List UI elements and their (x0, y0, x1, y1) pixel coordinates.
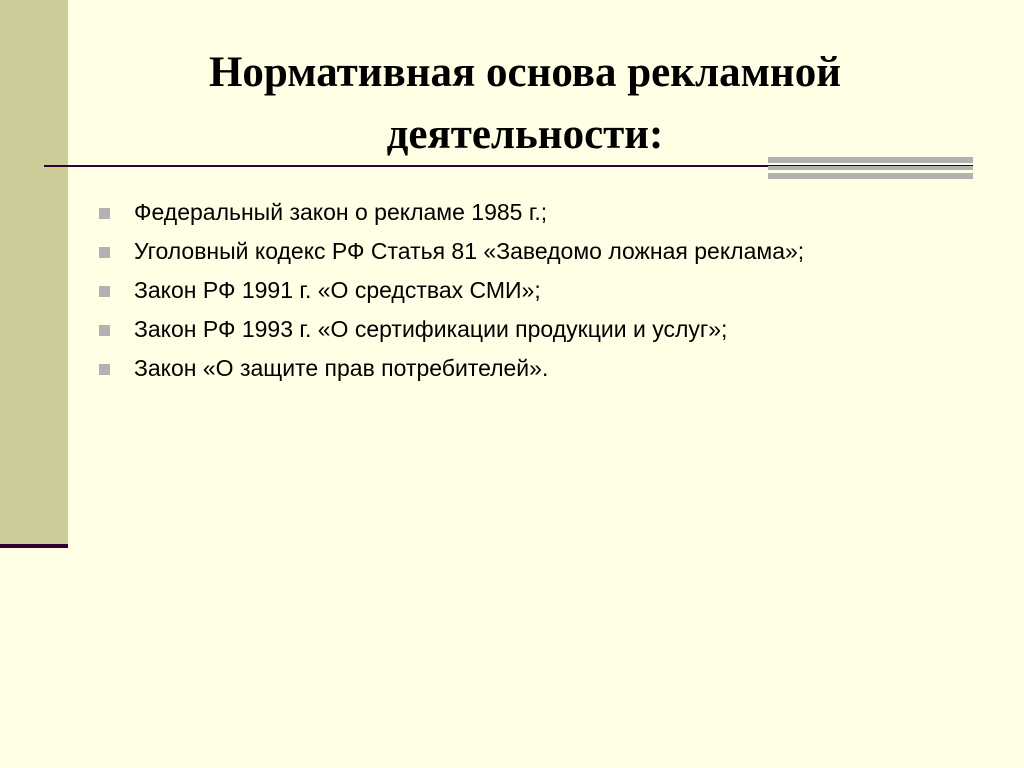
square-bullet-icon (99, 247, 110, 258)
square-bullet-icon (99, 286, 110, 297)
bullet-item (96, 274, 956, 307)
side-band (0, 0, 68, 545)
accent-stripe (768, 157, 973, 163)
square-bullet-icon (99, 364, 110, 375)
slide-title: Нормативная основа рекламной деятельности: (208, 49, 841, 158)
bullet-text: Федеральный закон о рекламе 1985 г.; (134, 199, 548, 225)
bullet-text: Уголовный кодекс РФ Статья 81 «Заведомо ложная реклама»; (134, 238, 805, 264)
accent-stripe (768, 166, 973, 170)
bullet-item (96, 235, 956, 268)
bullet-text: Закон РФ 1991 г. «О средствах СМИ»; (134, 277, 541, 303)
bullet-item (96, 352, 956, 385)
bullet-list (96, 196, 956, 391)
side-band-underline (0, 544, 68, 548)
bullet-item (96, 313, 956, 346)
bullet-item (96, 196, 956, 229)
accent-stripe (768, 173, 973, 179)
bullet-text: Закон «О защите прав потребителей». (134, 355, 549, 381)
square-bullet-icon (99, 325, 110, 336)
square-bullet-icon (99, 208, 110, 219)
title-accent-bar (768, 157, 973, 179)
bullet-text: Закон РФ 1993 г. «О сертификации продукции и услуг»; (134, 316, 728, 342)
